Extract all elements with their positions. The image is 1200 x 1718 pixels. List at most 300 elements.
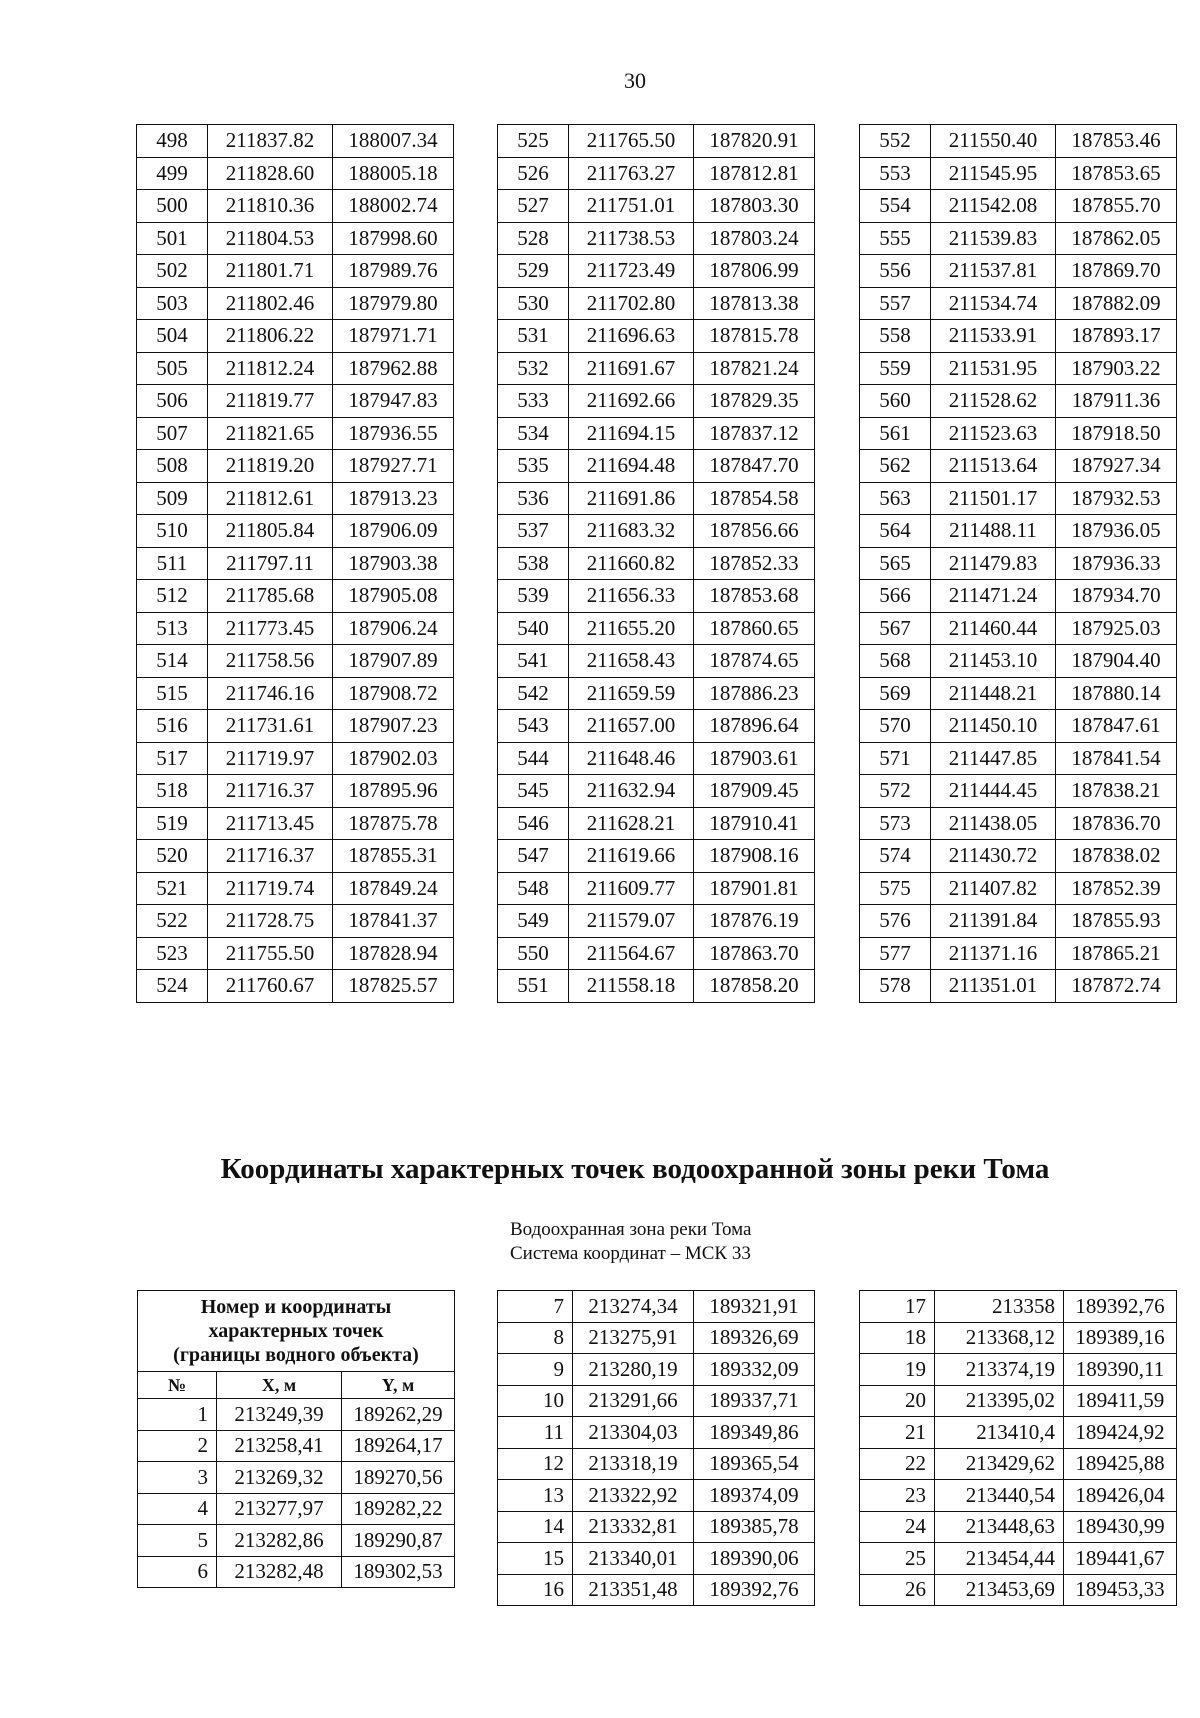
x-coordinate-cell: 211450.10	[931, 710, 1056, 743]
x-coordinate-cell: 213351,48	[573, 1574, 694, 1606]
y-coordinate-cell: 187908.72	[333, 677, 454, 710]
x-coordinate-cell: 211828.60	[208, 157, 333, 190]
x-coordinate-cell: 211488.11	[931, 515, 1056, 548]
point-number-cell: 567	[860, 612, 931, 645]
y-coordinate-cell: 187838.21	[1056, 775, 1177, 808]
table-row	[137, 255, 454, 288]
table-row	[498, 1417, 815, 1449]
x-coordinate-cell: 213291,66	[573, 1385, 694, 1417]
table-row	[860, 905, 1177, 938]
point-number-cell: 554	[860, 190, 931, 223]
y-coordinate-cell: 189390,11	[1064, 1354, 1177, 1386]
point-number-cell: 15	[498, 1543, 573, 1575]
point-number-cell: 24	[860, 1511, 935, 1543]
point-number-cell: 550	[498, 937, 569, 970]
table-row	[860, 612, 1177, 645]
point-number-cell: 516	[137, 710, 208, 743]
table-row	[498, 385, 815, 418]
x-coordinate-cell: 211812.61	[208, 482, 333, 515]
table-row	[137, 677, 454, 710]
y-coordinate-cell: 189390,06	[694, 1543, 815, 1575]
water-zone-label: Водоохранная зона реки Тома	[510, 1219, 752, 1240]
x-coordinate-cell: 211531.95	[931, 352, 1056, 385]
y-coordinate-cell: 189326,69	[694, 1322, 815, 1354]
x-coordinate-cell: 211797.11	[208, 547, 333, 580]
x-coordinate-cell: 211407.82	[931, 872, 1056, 905]
x-coordinate-cell: 211609.77	[569, 872, 694, 905]
y-coordinate-cell: 187874.65	[694, 645, 815, 678]
point-number-cell: 558	[860, 320, 931, 353]
y-coordinate-cell: 189262,29	[342, 1399, 455, 1431]
y-coordinate-cell: 187896.64	[694, 710, 815, 743]
point-number-cell: 568	[860, 645, 931, 678]
point-number-cell: 4	[138, 1493, 217, 1525]
y-coordinate-cell: 187855.93	[1056, 905, 1177, 938]
x-coordinate-cell: 211692.66	[569, 385, 694, 418]
point-number-cell: 532	[498, 352, 569, 385]
point-number-cell: 576	[860, 905, 931, 938]
coords-table-top-1	[136, 124, 454, 1003]
x-coordinate-cell: 211660.82	[569, 547, 694, 580]
point-number-cell: 503	[137, 287, 208, 320]
point-number-cell: 565	[860, 547, 931, 580]
x-coordinate-cell: 211810.36	[208, 190, 333, 223]
point-number-cell: 566	[860, 580, 931, 613]
coords-table-bottom-2	[497, 1290, 815, 1606]
point-number-cell: 522	[137, 905, 208, 938]
table-row	[137, 742, 454, 775]
x-coordinate-cell: 213318,19	[573, 1448, 694, 1480]
x-coordinate-cell: 211558.18	[569, 970, 694, 1003]
table-row	[860, 222, 1177, 255]
table-row	[498, 1385, 815, 1417]
y-coordinate-cell: 187901.81	[694, 872, 815, 905]
x-coordinate-cell: 211619.66	[569, 840, 694, 873]
x-coordinate-cell: 211755.50	[208, 937, 333, 970]
table-row	[498, 222, 815, 255]
table-row	[860, 255, 1177, 288]
table-row	[137, 840, 454, 873]
table-row	[137, 222, 454, 255]
table-row	[498, 580, 815, 613]
x-coordinate-cell: 211564.67	[569, 937, 694, 970]
y-coordinate-cell: 189389,16	[1064, 1322, 1177, 1354]
y-coordinate-cell: 187895.96	[333, 775, 454, 808]
x-coordinate-cell: 211746.16	[208, 677, 333, 710]
table-row	[498, 872, 815, 905]
x-coordinate-cell: 211438.05	[931, 807, 1056, 840]
point-number-cell: 575	[860, 872, 931, 905]
point-number-cell: 570	[860, 710, 931, 743]
x-coordinate-cell: 213277,97	[217, 1493, 342, 1525]
y-coordinate-cell: 187865.21	[1056, 937, 1177, 970]
point-number-cell: 511	[137, 547, 208, 580]
y-coordinate-cell: 189430,99	[1064, 1511, 1177, 1543]
point-number-cell: 569	[860, 677, 931, 710]
table-row	[498, 677, 815, 710]
table-row	[137, 125, 454, 158]
point-number-cell: 514	[137, 645, 208, 678]
x-coordinate-cell: 211716.37	[208, 840, 333, 873]
point-number-cell: 526	[498, 157, 569, 190]
point-number-cell: 544	[498, 742, 569, 775]
y-coordinate-cell: 189365,54	[694, 1448, 815, 1480]
coordinate-system-label: Система координат – МСК 33	[510, 1243, 751, 1264]
y-coordinate-cell: 187876.19	[694, 905, 815, 938]
point-number-cell: 548	[498, 872, 569, 905]
table-row	[860, 1417, 1177, 1449]
y-coordinate-cell: 187803.30	[694, 190, 815, 223]
table-row	[498, 970, 815, 1003]
table-row	[137, 450, 454, 483]
table-row	[860, 1291, 1177, 1323]
table-row	[860, 677, 1177, 710]
table-row	[498, 482, 815, 515]
point-number-cell: 572	[860, 775, 931, 808]
point-number-cell: 549	[498, 905, 569, 938]
point-number-cell: 22	[860, 1448, 935, 1480]
point-number-cell: 512	[137, 580, 208, 613]
point-number-cell: 5	[138, 1525, 217, 1557]
table-row	[498, 515, 815, 548]
y-coordinate-cell: 187815.78	[694, 320, 815, 353]
point-number-cell: 543	[498, 710, 569, 743]
y-coordinate-cell: 187880.14	[1056, 677, 1177, 710]
y-coordinate-cell: 187806.99	[694, 255, 815, 288]
point-number-cell: 519	[137, 807, 208, 840]
y-coordinate-cell: 187838.02	[1056, 840, 1177, 873]
y-coordinate-cell: 187989.76	[333, 255, 454, 288]
table-row	[138, 1430, 455, 1462]
y-coordinate-cell: 187813.38	[694, 287, 815, 320]
x-coordinate-cell: 211760.67	[208, 970, 333, 1003]
y-coordinate-cell: 187847.61	[1056, 710, 1177, 743]
y-coordinate-cell: 189424,92	[1064, 1417, 1177, 1449]
y-coordinate-cell: 189441,67	[1064, 1543, 1177, 1575]
point-number-cell: 538	[498, 547, 569, 580]
x-coordinate-cell: 211533.91	[931, 320, 1056, 353]
y-coordinate-cell: 188005.18	[333, 157, 454, 190]
x-coordinate-cell: 213368,12	[935, 1322, 1064, 1354]
point-number-cell: 11	[498, 1417, 573, 1449]
y-coordinate-cell: 187907.23	[333, 710, 454, 743]
y-coordinate-cell: 187925.03	[1056, 612, 1177, 645]
point-number-cell: 536	[498, 482, 569, 515]
y-coordinate-cell: 187902.03	[333, 742, 454, 775]
table-row	[860, 937, 1177, 970]
y-coordinate-cell: 189411,59	[1064, 1385, 1177, 1417]
x-coordinate-cell: 213249,39	[217, 1399, 342, 1431]
table-row	[498, 612, 815, 645]
y-coordinate-cell: 187918.50	[1056, 417, 1177, 450]
point-number-cell: 559	[860, 352, 931, 385]
x-coordinate-cell: 211545.95	[931, 157, 1056, 190]
table-row	[137, 352, 454, 385]
table-row	[137, 905, 454, 938]
coords-table-bottom-3	[859, 1290, 1177, 1606]
point-number-cell: 517	[137, 742, 208, 775]
table-row	[138, 1525, 455, 1557]
y-coordinate-cell: 187979.80	[333, 287, 454, 320]
table-row	[498, 255, 815, 288]
x-coordinate-cell: 211528.62	[931, 385, 1056, 418]
y-coordinate-cell: 187856.66	[694, 515, 815, 548]
y-coordinate-cell: 187908.16	[694, 840, 815, 873]
section-title: Координаты характерных точек водоохранной зоны реки Тома	[220, 1153, 1050, 1185]
point-number-cell: 17	[860, 1291, 935, 1323]
x-coordinate-cell: 213269,32	[217, 1462, 342, 1494]
table-row	[137, 872, 454, 905]
x-coordinate-cell: 213374,19	[935, 1354, 1064, 1386]
y-coordinate-cell: 189392,76	[1064, 1291, 1177, 1323]
y-coordinate-cell: 187853.65	[1056, 157, 1177, 190]
table-row	[860, 710, 1177, 743]
table-row	[860, 1480, 1177, 1512]
x-coordinate-cell: 211738.53	[569, 222, 694, 255]
x-coordinate-cell: 213429,62	[935, 1448, 1064, 1480]
table-row	[860, 1385, 1177, 1417]
table-row	[860, 775, 1177, 808]
y-coordinate-cell: 187906.09	[333, 515, 454, 548]
table-row	[860, 1574, 1177, 1606]
point-number-cell: 507	[137, 417, 208, 450]
y-coordinate-cell: 189302,53	[342, 1556, 455, 1588]
x-coordinate-cell: 211819.20	[208, 450, 333, 483]
column-header-number: №	[138, 1372, 217, 1399]
point-number-cell: 578	[860, 970, 931, 1003]
x-coordinate-cell: 211453.10	[931, 645, 1056, 678]
table-row	[860, 840, 1177, 873]
y-coordinate-cell: 189349,86	[694, 1417, 815, 1449]
table-row	[498, 1511, 815, 1543]
point-number-cell: 506	[137, 385, 208, 418]
y-coordinate-cell: 189392,76	[694, 1574, 815, 1606]
point-number-cell: 533	[498, 385, 569, 418]
y-coordinate-cell: 187853.46	[1056, 125, 1177, 158]
y-coordinate-cell: 187907.89	[333, 645, 454, 678]
point-number-cell: 530	[498, 287, 569, 320]
point-number-cell: 9	[498, 1354, 573, 1386]
y-coordinate-cell: 189290,87	[342, 1525, 455, 1557]
table-row	[860, 580, 1177, 613]
y-coordinate-cell: 187841.37	[333, 905, 454, 938]
table-row	[860, 190, 1177, 223]
x-coordinate-cell: 211351.01	[931, 970, 1056, 1003]
y-coordinate-cell: 187886.23	[694, 677, 815, 710]
y-coordinate-cell: 187936.05	[1056, 515, 1177, 548]
table-row	[498, 157, 815, 190]
x-coordinate-cell: 211802.46	[208, 287, 333, 320]
table-row	[498, 547, 815, 580]
y-coordinate-cell: 187825.57	[333, 970, 454, 1003]
y-coordinate-cell: 187841.54	[1056, 742, 1177, 775]
table-row	[137, 287, 454, 320]
table-row	[498, 417, 815, 450]
table-row	[137, 970, 454, 1003]
point-number-cell: 535	[498, 450, 569, 483]
coords-table-top-2	[497, 124, 815, 1003]
x-coordinate-cell: 211694.15	[569, 417, 694, 450]
y-coordinate-cell: 187853.68	[694, 580, 815, 613]
table-row	[860, 1354, 1177, 1386]
point-number-cell: 10	[498, 1385, 573, 1417]
point-number-cell: 546	[498, 807, 569, 840]
point-number-cell: 21	[860, 1417, 935, 1449]
table-row	[860, 450, 1177, 483]
point-number-cell: 16	[498, 1574, 573, 1606]
point-number-cell: 509	[137, 482, 208, 515]
y-coordinate-cell: 187858.20	[694, 970, 815, 1003]
y-coordinate-cell: 187903.38	[333, 547, 454, 580]
table-row	[860, 417, 1177, 450]
table-row	[137, 580, 454, 613]
y-coordinate-cell: 187852.39	[1056, 872, 1177, 905]
point-number-cell: 553	[860, 157, 931, 190]
point-number-cell: 19	[860, 1354, 935, 1386]
table-row	[498, 710, 815, 743]
table-row	[498, 905, 815, 938]
x-coordinate-cell: 211430.72	[931, 840, 1056, 873]
table-row	[498, 775, 815, 808]
table-row	[137, 157, 454, 190]
table-row	[860, 515, 1177, 548]
table-row	[498, 840, 815, 873]
point-number-cell: 528	[498, 222, 569, 255]
y-coordinate-cell: 187909.45	[694, 775, 815, 808]
y-coordinate-cell: 187905.08	[333, 580, 454, 613]
table-row	[498, 287, 815, 320]
x-coordinate-cell: 213304,03	[573, 1417, 694, 1449]
x-coordinate-cell: 211683.32	[569, 515, 694, 548]
x-coordinate-cell: 211801.71	[208, 255, 333, 288]
table-row	[860, 287, 1177, 320]
point-number-cell: 539	[498, 580, 569, 613]
point-number-cell: 551	[498, 970, 569, 1003]
table-row	[860, 1322, 1177, 1354]
page-number: 30	[624, 68, 646, 93]
table-row	[498, 1543, 815, 1575]
x-coordinate-cell: 211758.56	[208, 645, 333, 678]
table-row	[860, 807, 1177, 840]
x-coordinate-cell: 211731.61	[208, 710, 333, 743]
x-coordinate-cell: 211648.46	[569, 742, 694, 775]
point-number-cell: 557	[860, 287, 931, 320]
header-line-3: (границы водного объекта)	[173, 1344, 419, 1366]
point-number-cell: 564	[860, 515, 931, 548]
table-row	[137, 937, 454, 970]
column-header-y: Y, м	[342, 1372, 455, 1399]
table-row	[498, 1291, 815, 1323]
y-coordinate-cell: 189332,09	[694, 1354, 815, 1386]
point-number-cell: 20	[860, 1385, 935, 1417]
y-coordinate-cell: 189426,04	[1064, 1480, 1177, 1512]
table-row	[860, 970, 1177, 1003]
point-number-cell: 542	[498, 677, 569, 710]
coordinate-system-info	[510, 1218, 751, 1266]
x-coordinate-cell: 211444.45	[931, 775, 1056, 808]
point-number-cell: 7	[498, 1291, 573, 1323]
x-coordinate-cell: 213258,41	[217, 1430, 342, 1462]
table-row	[137, 515, 454, 548]
table-row	[860, 1543, 1177, 1575]
point-number-cell: 26	[860, 1574, 935, 1606]
x-coordinate-cell: 213453,69	[935, 1574, 1064, 1606]
table-row	[860, 385, 1177, 418]
y-coordinate-cell: 187812.81	[694, 157, 815, 190]
header-line-1: Номер и координаты	[200, 1296, 392, 1318]
y-coordinate-cell: 189337,71	[694, 1385, 815, 1417]
table-row	[137, 807, 454, 840]
table-row	[860, 742, 1177, 775]
point-number-cell: 527	[498, 190, 569, 223]
table-row	[138, 1399, 455, 1431]
y-coordinate-cell: 187913.23	[333, 482, 454, 515]
x-coordinate-cell: 211460.44	[931, 612, 1056, 645]
table-row	[860, 645, 1177, 678]
x-coordinate-cell: 211628.21	[569, 807, 694, 840]
x-coordinate-cell: 211479.83	[931, 547, 1056, 580]
point-number-cell: 14	[498, 1511, 573, 1543]
table-row	[138, 1493, 455, 1525]
x-coordinate-cell: 213410,4	[935, 1417, 1064, 1449]
point-number-cell: 521	[137, 872, 208, 905]
point-number-cell: 13	[498, 1480, 573, 1512]
point-number-cell: 531	[498, 320, 569, 353]
y-coordinate-cell: 187837.12	[694, 417, 815, 450]
point-number-cell: 520	[137, 840, 208, 873]
point-number-cell: 562	[860, 450, 931, 483]
y-coordinate-cell: 189270,56	[342, 1462, 455, 1494]
x-coordinate-cell: 211691.86	[569, 482, 694, 515]
point-number-cell: 500	[137, 190, 208, 223]
table-row	[137, 385, 454, 418]
table-row	[137, 482, 454, 515]
point-number-cell: 6	[138, 1556, 217, 1588]
point-number-cell: 18	[860, 1322, 935, 1354]
x-coordinate-cell: 211471.24	[931, 580, 1056, 613]
y-coordinate-cell: 187829.35	[694, 385, 815, 418]
x-coordinate-cell: 211632.94	[569, 775, 694, 808]
y-coordinate-cell: 187903.22	[1056, 352, 1177, 385]
point-number-cell: 540	[498, 612, 569, 645]
table-row	[860, 482, 1177, 515]
y-coordinate-cell: 187852.33	[694, 547, 815, 580]
x-coordinate-cell: 211728.75	[208, 905, 333, 938]
y-coordinate-cell: 189385,78	[694, 1511, 815, 1543]
table-row	[498, 937, 815, 970]
point-number-cell: 1	[138, 1399, 217, 1431]
y-coordinate-cell: 187849.24	[333, 872, 454, 905]
table-row	[137, 547, 454, 580]
point-number-cell: 505	[137, 352, 208, 385]
point-number-cell: 573	[860, 807, 931, 840]
point-number-cell: 3	[138, 1462, 217, 1494]
point-number-cell: 555	[860, 222, 931, 255]
x-coordinate-cell: 213322,92	[573, 1480, 694, 1512]
table-row	[498, 1448, 815, 1480]
x-coordinate-cell: 211806.22	[208, 320, 333, 353]
table-row	[138, 1462, 455, 1494]
header-line-2: характерных точек	[208, 1320, 384, 1342]
x-coordinate-cell: 211447.85	[931, 742, 1056, 775]
x-coordinate-cell: 211501.17	[931, 482, 1056, 515]
table-row	[498, 125, 815, 158]
point-number-cell: 537	[498, 515, 569, 548]
table-header-title	[138, 1291, 455, 1372]
y-coordinate-cell: 189282,22	[342, 1493, 455, 1525]
point-number-cell: 8	[498, 1322, 573, 1354]
x-coordinate-cell: 211659.59	[569, 677, 694, 710]
